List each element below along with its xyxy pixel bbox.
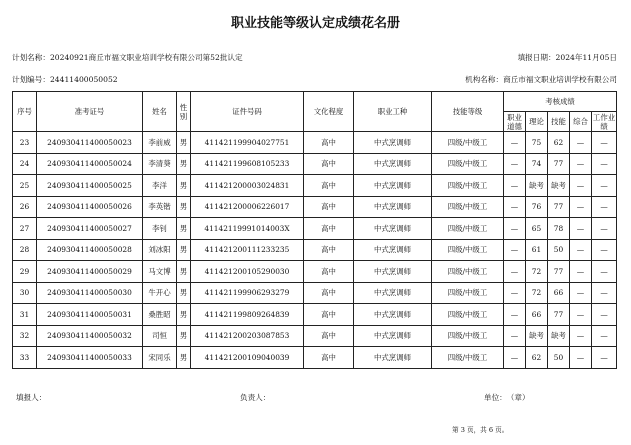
table-row (13, 239, 617, 261)
cell-comprehensive: — (570, 175, 592, 197)
cell-theory: 66 (526, 304, 548, 326)
cell-gender: 男 (177, 218, 191, 240)
cell-id-no: 411421200105290030 (191, 261, 304, 283)
cell-occupation: 中式烹调师 (354, 218, 432, 240)
report-date: 填报日期：2024年11月05日 (517, 53, 617, 62)
cell-work-performance: — (592, 304, 617, 326)
cell-comprehensive: — (570, 196, 592, 218)
cell-id-no: 411421199906293279 (191, 282, 304, 304)
cell-seq: 32 (13, 325, 37, 347)
header-ethics: 职业道德 (504, 112, 526, 132)
cell-education: 高中 (304, 239, 354, 261)
cell-name: 李钊 (143, 218, 177, 240)
cell-name: 马文博 (143, 261, 177, 283)
cell-id-no: 411421200003024831 (191, 175, 304, 197)
cell-id-no: 411421199809264839 (191, 304, 304, 326)
header-education: 文化程度 (304, 92, 354, 132)
unit-seal-label: 单位： （章） (484, 393, 530, 402)
cell-exam-no: 240930411400050030 (37, 282, 143, 304)
cell-work-performance: — (592, 347, 617, 369)
cell-exam-no: 240930411400050027 (37, 218, 143, 240)
cell-theory: 72 (526, 261, 548, 283)
cell-name: 李英锴 (143, 196, 177, 218)
cell-gender: 男 (177, 132, 191, 154)
cell-seq: 33 (13, 347, 37, 369)
cell-education: 高中 (304, 132, 354, 154)
cell-ethics: — (504, 132, 526, 154)
cell-occupation: 中式烹调师 (354, 347, 432, 369)
cell-exam-no: 240930411400050028 (37, 239, 143, 261)
cell-work-performance: — (592, 218, 617, 240)
header-scores: 考核成绩 (504, 92, 617, 112)
cell-skill-level: 四级/中级工 (432, 261, 504, 283)
cell-education: 高中 (304, 261, 354, 283)
cell-comprehensive: — (570, 261, 592, 283)
cell-seq: 24 (13, 153, 37, 175)
cell-exam-no: 240930411400050024 (37, 153, 143, 175)
cell-exam-no: 240930411400050025 (37, 175, 143, 197)
cell-theory: 65 (526, 218, 548, 240)
cell-id-no: 411421199608105233 (191, 153, 304, 175)
cell-skill: 66 (548, 282, 570, 304)
cell-theory: 74 (526, 153, 548, 175)
cell-education: 高中 (304, 196, 354, 218)
cell-theory: 61 (526, 239, 548, 261)
cell-education: 高中 (304, 325, 354, 347)
cell-ethics: — (504, 196, 526, 218)
cell-theory: 76 (526, 196, 548, 218)
cell-theory: 缺考 (526, 175, 548, 197)
cell-seq: 28 (13, 239, 37, 261)
cell-work-performance: — (592, 239, 617, 261)
cell-education: 高中 (304, 175, 354, 197)
header-skill: 技能 (548, 112, 570, 132)
cell-ethics: — (504, 175, 526, 197)
org-name: 机构名称：商丘市福文职业培训学校有限公司 (465, 75, 617, 84)
cell-occupation: 中式烹调师 (354, 282, 432, 304)
cell-skill-level: 四级/中级工 (432, 218, 504, 240)
cell-ethics: — (504, 218, 526, 240)
cell-seq: 29 (13, 261, 37, 283)
cell-skill-level: 四级/中级工 (432, 132, 504, 154)
plan-name: 计划名称：20240921商丘市福文职业培训学校有限公司第52批认定 (12, 53, 243, 62)
responsible-label: 负责人： (240, 393, 271, 402)
cell-id-no: 41142119991014003X (191, 218, 304, 240)
cell-work-performance: — (592, 132, 617, 154)
cell-id-no: 411421200203087853 (191, 325, 304, 347)
cell-skill: 50 (548, 347, 570, 369)
cell-comprehensive: — (570, 153, 592, 175)
cell-skill-level: 四级/中级工 (432, 153, 504, 175)
cell-theory: 缺考 (526, 325, 548, 347)
cell-name: 李前威 (143, 132, 177, 154)
cell-skill: 62 (548, 132, 570, 154)
cell-theory: 75 (526, 132, 548, 154)
plan-number: 计划编号：24411400050052 (12, 75, 118, 84)
cell-comprehensive: — (570, 347, 592, 369)
header-gender: 性别 (177, 92, 191, 132)
cell-comprehensive: — (570, 239, 592, 261)
cell-occupation: 中式烹调师 (354, 261, 432, 283)
header-work-performance: 工作业绩 (592, 112, 616, 131)
cell-skill-level: 四级/中级工 (432, 325, 504, 347)
cell-education: 高中 (304, 218, 354, 240)
table-row (13, 325, 617, 347)
cell-skill: 77 (548, 304, 570, 326)
cell-ethics: — (504, 153, 526, 175)
cell-skill: 50 (548, 239, 570, 261)
cell-comprehensive: — (570, 218, 592, 240)
cell-seq: 30 (13, 282, 37, 304)
cell-ethics: — (504, 239, 526, 261)
cell-gender: 男 (177, 347, 191, 369)
cell-education: 高中 (304, 153, 354, 175)
cell-ethics: — (504, 304, 526, 326)
cell-work-performance: — (592, 153, 617, 175)
table-row (13, 282, 617, 304)
cell-id-no: 411421200006226017 (191, 196, 304, 218)
cell-name: 刘冰阳 (143, 239, 177, 261)
cell-ethics: — (504, 261, 526, 283)
cell-theory: 62 (526, 347, 548, 369)
cell-gender: 男 (177, 261, 191, 283)
cell-name: 李清葵 (143, 153, 177, 175)
cell-seq: 26 (13, 196, 37, 218)
table-row (13, 261, 617, 283)
cell-ethics: — (504, 347, 526, 369)
cell-work-performance: — (592, 196, 617, 218)
cell-skill-level: 四级/中级工 (432, 175, 504, 197)
cell-comprehensive: — (570, 132, 592, 154)
cell-exam-no: 240930411400050023 (37, 132, 143, 154)
header-skill-level: 技能等级 (432, 92, 504, 132)
header-occupation: 职业工种 (354, 92, 432, 132)
cell-work-performance: — (592, 175, 617, 197)
cell-skill-level: 四级/中级工 (432, 239, 504, 261)
cell-occupation: 中式烹调师 (354, 175, 432, 197)
cell-occupation: 中式烹调师 (354, 325, 432, 347)
cell-comprehensive: — (570, 282, 592, 304)
table-row (13, 304, 617, 326)
cell-occupation: 中式烹调师 (354, 153, 432, 175)
cell-seq: 23 (13, 132, 37, 154)
cell-occupation: 中式烹调师 (354, 304, 432, 326)
cell-education: 高中 (304, 304, 354, 326)
cell-name: 司恒 (143, 325, 177, 347)
cell-gender: 男 (177, 175, 191, 197)
header-comprehensive: 综合 (570, 112, 592, 132)
table-row (13, 218, 617, 240)
header-id-no: 证件号码 (191, 92, 304, 132)
cell-exam-no: 240930411400050029 (37, 261, 143, 283)
cell-occupation: 中式烹调师 (354, 196, 432, 218)
score-roster-table (12, 91, 617, 369)
cell-name: 桑胜昭 (143, 304, 177, 326)
cell-ethics: — (504, 325, 526, 347)
cell-skill: 缺考 (548, 175, 570, 197)
cell-skill-level: 四级/中级工 (432, 196, 504, 218)
cell-skill-level: 四级/中级工 (432, 282, 504, 304)
cell-work-performance: — (592, 325, 617, 347)
cell-skill: 77 (548, 153, 570, 175)
cell-skill: 77 (548, 261, 570, 283)
cell-ethics: — (504, 282, 526, 304)
cell-comprehensive: — (570, 325, 592, 347)
table-row (13, 347, 617, 369)
cell-gender: 男 (177, 325, 191, 347)
table-row (13, 196, 617, 218)
cell-theory: 72 (526, 282, 548, 304)
cell-gender: 男 (177, 239, 191, 261)
cell-education: 高中 (304, 282, 354, 304)
header-exam-no: 准考证号 (37, 92, 143, 132)
cell-gender: 男 (177, 153, 191, 175)
cell-skill-level: 四级/中级工 (432, 347, 504, 369)
cell-exam-no: 240930411400050026 (37, 196, 143, 218)
cell-education: 高中 (304, 347, 354, 369)
cell-exam-no: 240930411400050033 (37, 347, 143, 369)
header-name: 姓名 (143, 92, 177, 132)
cell-work-performance: — (592, 282, 617, 304)
page-title: 职业技能等级认定成绩花名册 (230, 16, 400, 31)
cell-skill-level: 四级/中级工 (432, 304, 504, 326)
cell-skill: 缺考 (548, 325, 570, 347)
cell-gender: 男 (177, 282, 191, 304)
cell-gender: 男 (177, 304, 191, 326)
cell-name: 牛开心 (143, 282, 177, 304)
header-theory: 理论 (526, 112, 548, 132)
cell-skill: 77 (548, 196, 570, 218)
cell-comprehensive: — (570, 304, 592, 326)
cell-seq: 25 (13, 175, 37, 197)
cell-exam-no: 240930411400050031 (37, 304, 143, 326)
header-seq: 序号 (13, 92, 37, 132)
cell-gender: 男 (177, 196, 191, 218)
table-row (13, 153, 617, 175)
cell-seq: 27 (13, 218, 37, 240)
table-row (13, 175, 617, 197)
cell-seq: 31 (13, 304, 37, 326)
cell-occupation: 中式烹调师 (354, 239, 432, 261)
cell-occupation: 中式烹调师 (354, 132, 432, 154)
filler-label: 填报人： (16, 393, 47, 402)
cell-id-no: 411421199904027751 (191, 132, 304, 154)
cell-skill: 78 (548, 218, 570, 240)
cell-exam-no: 240930411400050032 (37, 325, 143, 347)
page-number: 第 3 页，共 6 页。 (452, 426, 509, 434)
cell-name: 李洋 (143, 175, 177, 197)
cell-work-performance: — (592, 261, 617, 283)
table-row (13, 132, 617, 154)
cell-id-no: 411421200111233235 (191, 239, 304, 261)
cell-id-no: 411421200109040039 (191, 347, 304, 369)
cell-name: 宋同乐 (143, 347, 177, 369)
